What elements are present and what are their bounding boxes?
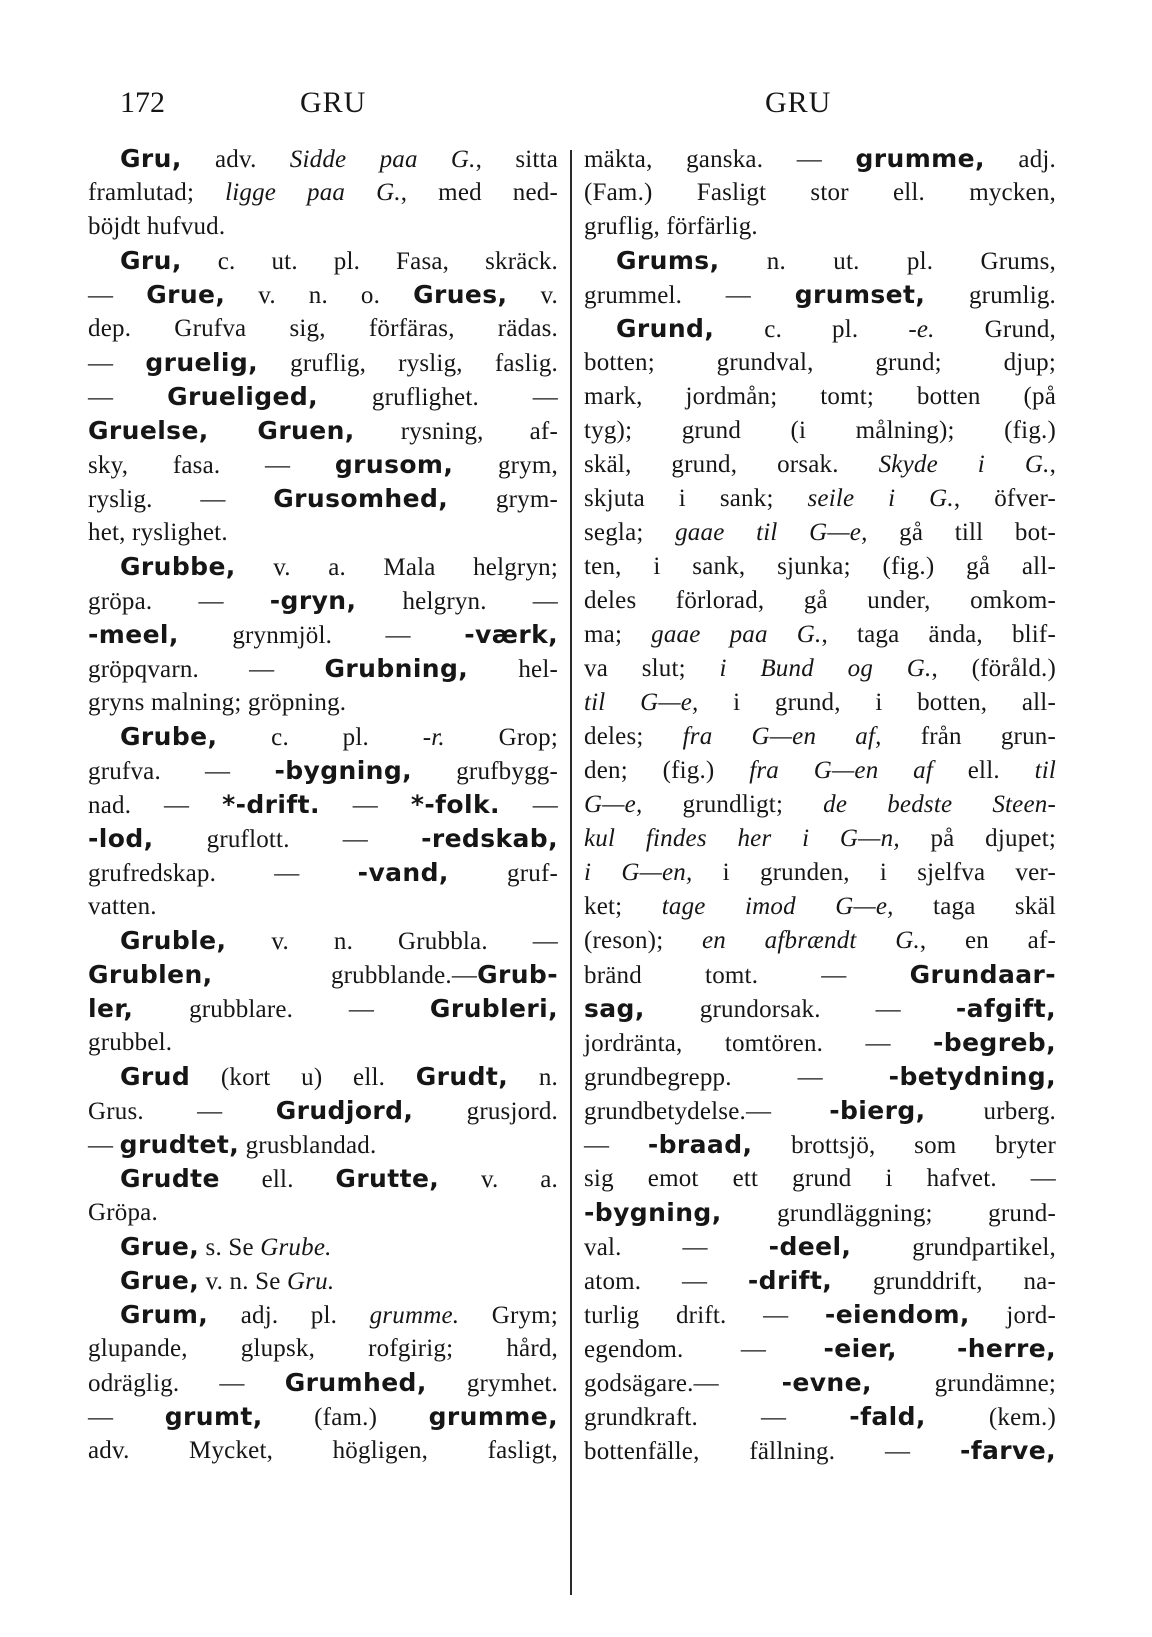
definition-text: hel- (468, 656, 558, 683)
definition-text: grunddrift, na- (832, 1268, 1056, 1295)
definition-text: odräglig. — (88, 1370, 285, 1397)
definition-text: — (88, 1132, 120, 1159)
definition-text: v. (507, 282, 558, 309)
headword: -lod, (88, 824, 154, 853)
italic-example: i G—en, (584, 859, 693, 886)
italic-example: Grube. (260, 1234, 332, 1261)
definition-text: grym- (448, 486, 558, 513)
dictionary-line (584, 1434, 1056, 1468)
dictionary-line (584, 856, 1056, 890)
definition-text: grubblare. — (133, 996, 430, 1023)
definition-text: , sitta (475, 146, 558, 173)
headword: -eiendom, (824, 1300, 970, 1329)
page-number: 172 (120, 86, 165, 119)
dictionary-line (88, 584, 558, 618)
definition-text: , (föråld.) (931, 655, 1056, 682)
definition-text: ket; (584, 893, 662, 920)
dictionary-line (88, 720, 558, 754)
dictionary-line (88, 754, 558, 788)
definition-text: v. n. o. (225, 282, 414, 309)
dictionary-line (88, 1298, 558, 1332)
dictionary-line (88, 448, 558, 482)
headword: Grueliged, (167, 382, 319, 411)
definition-text: Gröpa. (88, 1199, 158, 1226)
headword: -drift, (747, 1266, 833, 1295)
definition-text: grundbetydelse.— (584, 1098, 830, 1125)
dictionary-line (88, 176, 558, 210)
definition-text: Grop; (444, 724, 558, 751)
italic-example: til (1034, 757, 1056, 784)
dictionary-line (584, 414, 1056, 448)
dictionary-line (88, 1366, 558, 1400)
headword: -braad, (647, 1130, 753, 1159)
dictionary-line (88, 856, 558, 890)
running-head-right: GRU (765, 86, 832, 119)
headword: Grusomhed, (273, 484, 449, 513)
dictionary-line (584, 924, 1056, 958)
dictionary-line (88, 312, 558, 346)
definition-text: grym, (453, 452, 558, 479)
definition-text: n. ut. pl. Grums, (719, 248, 1056, 275)
definition-text: grufva. — (88, 758, 275, 785)
definition-text: ten, i sank, sjunka; (fig.) gå all- (584, 553, 1056, 580)
dictionary-line (88, 278, 558, 312)
definition-text: grubblande.— (212, 962, 478, 989)
dictionary-line (584, 1060, 1056, 1094)
definition-text: bottenfälle, fällning. — (584, 1438, 960, 1465)
definition-text: dep. Grufva sig, förfäras, rädas. (88, 315, 558, 342)
dictionary-line (584, 176, 1056, 210)
definition-text: adj. pl. (208, 1302, 370, 1329)
headword: Grudte (120, 1164, 220, 1193)
italic-example: -e. (908, 316, 935, 343)
dictionary-line (584, 890, 1056, 924)
definition-text: gruflott. — (153, 826, 422, 853)
definition-text: ell. (933, 757, 1035, 784)
italic-example: fra G—en af, (682, 723, 882, 750)
headword: -vand, (357, 858, 449, 887)
italic-example: ligge paa G. (225, 179, 401, 206)
definition-text: gruf- (448, 860, 558, 887)
dictionary-line (88, 1094, 558, 1128)
dictionary-line (88, 618, 558, 652)
headword: grudtet, (119, 1130, 240, 1159)
headword: Grubbe, (120, 552, 236, 581)
headword: sag, (584, 994, 645, 1023)
definition-text: ryslig. — (88, 486, 274, 513)
dictionary-line (584, 822, 1056, 856)
definition-text: urberg. (925, 1098, 1056, 1125)
definition-text: nad. — (88, 792, 223, 819)
dictionary-line (584, 1230, 1056, 1264)
definition-text: deles; (584, 723, 683, 750)
definition-text: v. n. Se (199, 1268, 287, 1295)
dictionary-line (88, 788, 558, 822)
dictionary-line (88, 414, 558, 448)
dictionary-line (88, 1230, 558, 1264)
headword: -betydning, (888, 1062, 1056, 1091)
dictionary-line (584, 1196, 1056, 1230)
dictionary-line (584, 958, 1056, 992)
definition-text: grundpartikel, (851, 1234, 1056, 1261)
definition-text: grynmjöl. — (178, 622, 465, 649)
dictionary-line (88, 822, 558, 856)
definition-text: , en af- (919, 927, 1056, 954)
definition-text: deles förlorad, gå under, omkom- (584, 587, 1056, 614)
page-header (0, 86, 1152, 136)
dictionary-line (88, 380, 558, 414)
definition-text: v. a. (439, 1166, 558, 1193)
dictionary-line (88, 1332, 558, 1366)
dictionary-line (584, 686, 1056, 720)
headword: Gruble, (120, 926, 227, 955)
definition-text: c. pl. (714, 316, 909, 343)
dictionary-line (584, 1298, 1056, 1332)
dictionary-line (88, 1264, 558, 1298)
definition-text: segla; (584, 519, 676, 546)
definition-text: mäkta, ganska. — (584, 146, 856, 173)
italic-example: Sidde paa G. (289, 146, 476, 173)
italic-example: i Bund og G. (719, 655, 932, 682)
definition-text: gröpa. — (88, 588, 270, 615)
definition-text: s. Se (199, 1234, 261, 1261)
definition-text: val. — (584, 1234, 769, 1261)
definition-text: rysning, af- (354, 418, 558, 445)
headword: Grudt, (415, 1062, 509, 1091)
definition-text: — (88, 282, 147, 309)
definition-text: Grym; (459, 1302, 558, 1329)
definition-text: n. (508, 1064, 558, 1091)
definition-text: (kort u) ell. (190, 1064, 416, 1091)
dictionary-line (584, 652, 1056, 686)
definition-text: turlig drift. — (584, 1302, 825, 1329)
definition-text: på djupet; (899, 825, 1056, 852)
headword: Grubning, (324, 654, 469, 683)
dictionary-line (88, 516, 558, 550)
definition-text: grundbegrepp. — (584, 1064, 889, 1091)
headword: Grutte, (335, 1164, 440, 1193)
definition-text: (Fam.) Fasligt stor ell. mycken, (584, 179, 1056, 206)
definition-text: gruflig, förfärlig. (584, 213, 758, 240)
dictionary-line (584, 482, 1056, 516)
headword: -afgift, (955, 994, 1056, 1023)
definition-text: gruflighet. — (318, 384, 558, 411)
definition-text: brottsjö, som bryter (752, 1132, 1056, 1159)
definition-text: gröpqvarn. — (88, 656, 325, 683)
definition-text: grufbygg- (412, 758, 559, 785)
dictionary-line (88, 1400, 558, 1434)
definition-text: godsägare.— (584, 1370, 782, 1397)
definition-text: v. a. Mala helgryn; (235, 554, 558, 581)
dictionary-line (88, 992, 558, 1026)
dictionary-line (88, 1026, 558, 1060)
headword: Grums, (616, 246, 720, 275)
definition-text: , med ned- (400, 179, 558, 206)
dictionary-line (88, 924, 558, 958)
definition-text: grundläggning; grund- (721, 1200, 1056, 1227)
definition-text: Grus. — (88, 1098, 276, 1125)
dictionary-line (88, 1162, 558, 1196)
definition-text: grusblandad. (239, 1132, 377, 1159)
headword: ler, (88, 994, 134, 1023)
definition-text: c. pl. (217, 724, 423, 751)
definition-text: — (499, 792, 558, 819)
definition-text: , (1049, 451, 1057, 478)
dictionary-line (88, 1434, 558, 1468)
dictionary-line (88, 346, 558, 380)
definition-text: adv. Mycket, högligen, fasligt, (88, 1437, 558, 1464)
headword: -deel, (768, 1232, 852, 1261)
definition-text: mark, jordmån; tomt; botten (på (584, 383, 1056, 410)
headword: -bierg, (829, 1096, 926, 1125)
dictionary-line (88, 1060, 558, 1094)
headword: -bygning, (274, 756, 413, 785)
dictionary-line (584, 448, 1056, 482)
dictionary-line (88, 550, 558, 584)
definition-text: , öfver- (953, 485, 1056, 512)
running-head-left: GRU (300, 86, 367, 119)
headword: Grudjord, (275, 1096, 414, 1125)
headword: Grund, (616, 314, 715, 343)
dictionary-line (88, 142, 558, 176)
headword: Grub- (477, 960, 558, 989)
definition-text: — (88, 1404, 165, 1431)
dictionary-line (584, 516, 1056, 550)
headword: -værk, (464, 620, 558, 649)
definition-text: — (584, 1132, 648, 1159)
headword: Grue, (146, 280, 226, 309)
headword: Grum, (120, 1300, 209, 1329)
italic-example: kul findes her i G—n, (584, 825, 900, 852)
italic-example: Gru. (287, 1268, 335, 1295)
italic-example: -r. (422, 724, 445, 751)
headword: -fald, (849, 1402, 926, 1431)
headword: grumset, (794, 280, 926, 309)
dictionary-line (88, 210, 558, 244)
definition-text: ell. (219, 1166, 336, 1193)
definition-text: bränd tomt. — (584, 962, 910, 989)
definition-text: taga skäl (893, 893, 1056, 920)
headword: grumme, (428, 1402, 558, 1431)
dictionary-line (584, 346, 1056, 380)
left-column (88, 142, 558, 1602)
definition-text: adv. (181, 146, 290, 173)
italic-example: tage imod G—e, (661, 893, 894, 920)
definition-text: grymhet. (426, 1370, 558, 1397)
headword: grumt, (164, 1402, 263, 1431)
dictionary-line (584, 720, 1056, 754)
headword: Grue, (120, 1266, 200, 1295)
definition-text: gryns malning; gröpning. (88, 689, 347, 716)
definition-text: vatten. (88, 893, 157, 920)
dictionary-line (88, 686, 558, 720)
definition-text: i grunden, i sjelfva ver- (692, 859, 1056, 886)
dictionary-line (88, 482, 558, 516)
dictionary-line (584, 1094, 1056, 1128)
definition-text: atom. — (584, 1268, 748, 1295)
definition-text: — (319, 792, 411, 819)
definition-text: den; (fig.) (584, 757, 750, 784)
headword: Grundaar- (909, 960, 1056, 989)
definition-text: grumlig. (925, 282, 1056, 309)
headword: *-folk. (410, 790, 500, 819)
italic-example: en afbrændt G. (702, 927, 920, 954)
headword: -bygning, (584, 1198, 722, 1227)
dictionary-line (584, 584, 1056, 618)
dictionary-line (584, 244, 1056, 278)
italic-example: til G—e, (584, 689, 699, 716)
definition-text: grusjord. (413, 1098, 559, 1125)
definition-text: skäl, grund, orsak. (584, 451, 879, 478)
dictionary-line (584, 1332, 1056, 1366)
headword: *-drift. (222, 790, 320, 819)
headword: -gryn, (269, 586, 357, 615)
dictionary-line (88, 652, 558, 686)
dictionary-line (584, 278, 1056, 312)
definition-text: från grun- (881, 723, 1056, 750)
headword: -meel, (88, 620, 179, 649)
headword: Gru, (120, 144, 182, 173)
definition-text: botten; grundval, grund; djup; (584, 349, 1056, 376)
headword: Grubleri, (429, 994, 558, 1023)
definition-text: framlutad; (88, 179, 226, 206)
dictionary-line (88, 958, 558, 992)
headword: grumme, (855, 144, 985, 173)
dictionary-line (88, 890, 558, 924)
definition-text: i grund, i botten, all- (698, 689, 1056, 716)
italic-example: de bedste Steen- (823, 791, 1056, 818)
right-column (584, 142, 1056, 1602)
dictionary-line (584, 1162, 1056, 1196)
headword: Gruelse, Gruen, (88, 416, 355, 445)
dictionary-line (88, 244, 558, 278)
headword: Grublen, (88, 960, 213, 989)
headword: Grumhed, (284, 1368, 427, 1397)
headword: Gru, (120, 246, 182, 275)
definition-text: ma; (584, 621, 652, 648)
italic-example: fra G—en af (749, 757, 934, 784)
definition-text: tyg); grund (i målning); (fig.) (584, 417, 1056, 444)
definition-text: skjuta i sank; (584, 485, 808, 512)
headword: Grud (120, 1062, 191, 1091)
definition-text: jordränta, tomtören. — (584, 1030, 933, 1057)
definition-text: grundligt; (642, 791, 824, 818)
definition-text: (fam.) (262, 1404, 429, 1431)
definition-text: , taga ända, blif- (821, 621, 1056, 648)
italic-example: G—e, (584, 791, 643, 818)
dictionary-line (584, 788, 1056, 822)
dictionary-line (584, 618, 1056, 652)
headword: -begreb, (933, 1028, 1056, 1057)
dictionary-line (584, 550, 1056, 584)
definition-text: sky, fasa. — (88, 452, 335, 479)
definition-text: (kem.) (925, 1404, 1056, 1431)
definition-text: grummel. — (584, 282, 795, 309)
definition-text: glupande, glupsk, rofgirig; hård, (88, 1335, 558, 1362)
headword: gruelig, (145, 348, 259, 377)
definition-text: grundkraft. — (584, 1404, 850, 1431)
definition-text: Grund, (934, 316, 1056, 343)
headword: -evne, (781, 1368, 872, 1397)
dictionary-line (584, 380, 1056, 414)
definition-text: grubbel. (88, 1029, 173, 1056)
italic-example: gaae paa G. (651, 621, 822, 648)
definition-text: jord- (969, 1302, 1057, 1329)
dictionary-line (584, 1400, 1056, 1434)
definition-text: grundämne; (871, 1370, 1057, 1397)
definition-text: grundorsak. — (644, 996, 956, 1023)
definition-text: sig emot ett grund i hafvet. — (584, 1165, 1056, 1192)
italic-example: seile i G. (807, 485, 954, 512)
definition-text: — (88, 384, 168, 411)
column-divider (570, 150, 572, 1595)
headword: Grube, (120, 722, 218, 751)
definition-text: egendom. — (584, 1336, 824, 1363)
definition-text: gå till bot- (867, 519, 1056, 546)
dictionary-line (584, 1026, 1056, 1060)
definition-text: c. ut. pl. Fasa, skräck. (181, 248, 558, 275)
definition-text: gruflig, ryslig, faslig. (258, 350, 559, 377)
italic-example: gaae til G—e, (675, 519, 868, 546)
italic-example: Skyde i G. (878, 451, 1050, 478)
definition-text: böjdt hufvud. (88, 213, 226, 240)
definition-text: — (88, 350, 146, 377)
definition-text: grufredskap. — (88, 860, 358, 887)
headword: grusom, (334, 450, 454, 479)
headword: -eier, -herre, (823, 1334, 1056, 1363)
dictionary-line (584, 992, 1056, 1026)
dictionary-line (88, 1128, 558, 1162)
definition-text: het, ryslighet. (88, 519, 228, 546)
dictionary-line (584, 312, 1056, 346)
italic-example: grumme. (369, 1302, 460, 1329)
headword: -farve, (959, 1436, 1056, 1465)
dictionary-line (584, 754, 1056, 788)
dictionary-line (584, 1128, 1056, 1162)
headword: Grues, (413, 280, 508, 309)
dictionary-line (584, 142, 1056, 176)
definition-text: adj. (984, 146, 1057, 173)
dictionary-line (584, 210, 1056, 244)
definition-text: v. n. Grubbla. — (226, 928, 558, 955)
headword: -redskab, (421, 824, 558, 853)
definition-text: (reson); (584, 927, 702, 954)
definition-text: va slut; (584, 655, 720, 682)
headword: Grue, (120, 1232, 200, 1261)
dictionary-line (584, 1264, 1056, 1298)
definition-text: helgryn. — (356, 588, 558, 615)
dictionary-line (88, 1196, 558, 1230)
dictionary-line (584, 1366, 1056, 1400)
